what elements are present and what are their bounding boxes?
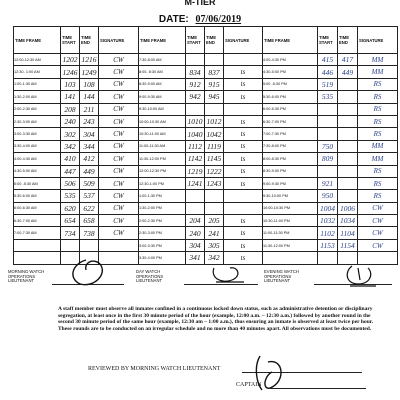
time-start-cell[interactable]: 341 <box>186 252 205 264</box>
time-start-cell[interactable]: 1040 <box>187 129 203 139</box>
signature-cell[interactable]: ts <box>224 115 263 127</box>
time-start-cell[interactable]: 1153 <box>318 239 338 251</box>
time-start-cell[interactable]: 208 <box>61 103 80 115</box>
time-start-cell[interactable]: 1246 <box>62 67 78 77</box>
time-start-cell[interactable]: 1004 <box>318 202 338 214</box>
time-start-cell[interactable]: 410 <box>61 153 80 165</box>
signature-cell[interactable]: CW <box>358 215 398 227</box>
time-start-cell[interactable]: 1219 <box>187 166 203 176</box>
signature-cell[interactable]: CW <box>99 128 139 140</box>
time-frame-cell: 10:30-11:00 PM <box>263 215 318 227</box>
signature-cell[interactable]: ts <box>224 165 263 177</box>
time-frame-cell: 11:00-11:30 PM <box>263 227 318 239</box>
time-start-cell[interactable]: 950 <box>318 190 338 202</box>
time-frame-cell: 6:30-7:00 AM <box>14 215 61 227</box>
time-start-cell[interactable]: 103 <box>61 78 80 90</box>
column-header: TIME FRAME <box>139 27 186 54</box>
time-end-cell[interactable]: 144 <box>80 91 99 103</box>
time-end-cell[interactable]: 622 <box>80 202 99 214</box>
time-frame-cell: 8:00-8:30 PM <box>263 153 318 165</box>
time-start-cell[interactable]: 1010 <box>187 117 203 127</box>
morning-lieutenant-box <box>2 258 132 290</box>
time-start-cell[interactable]: 734 <box>61 227 80 239</box>
time-end-cell[interactable]: 344 <box>80 140 99 152</box>
time-frame-cell: 7:30-8:00 PM <box>263 140 318 152</box>
column-header: TIME FRAME <box>263 27 318 54</box>
signature-cell[interactable]: CW <box>99 177 139 189</box>
table-row <box>14 54 398 66</box>
time-frame-cell: 7:00-7:30 PM <box>263 128 318 140</box>
signature-cell[interactable]: RS <box>358 190 398 202</box>
time-frame-cell: 5:00 -5:30 AM <box>14 177 61 189</box>
time-start-cell[interactable]: 141 <box>61 91 80 103</box>
signature-cell[interactable]: MM <box>358 140 398 152</box>
time-start-cell[interactable]: 506 <box>61 177 80 189</box>
signature-cell[interactable]: RS <box>358 165 398 177</box>
signature-cell[interactable]: CW <box>99 190 139 202</box>
table-row <box>14 140 398 152</box>
time-end-cell[interactable] <box>338 153 358 165</box>
column-header: SIGNATURE <box>99 27 139 54</box>
time-end-cell[interactable]: 243 <box>80 115 99 127</box>
table-row <box>14 215 398 227</box>
time-start-cell[interactable]: 1112 <box>186 140 205 152</box>
column-header: TIME END <box>338 27 358 54</box>
time-start-cell[interactable]: 535 <box>318 91 338 103</box>
time-end-cell[interactable]: 945 <box>205 91 224 103</box>
signature-cell[interactable]: CW <box>99 115 139 127</box>
time-frame-cell: 1:00-1:30 PM <box>139 190 186 202</box>
time-end-cell[interactable] <box>205 190 224 202</box>
time-frame-cell: 1:00-1:30 AM <box>14 78 61 90</box>
time-end-cell[interactable] <box>338 177 358 189</box>
time-end-cell[interactable] <box>338 115 358 127</box>
table-row <box>14 190 398 202</box>
time-end-cell[interactable] <box>205 202 224 214</box>
time-end-cell[interactable]: 915 <box>205 78 224 90</box>
time-frame-cell: 11:00-11:30 AM <box>139 140 186 152</box>
time-start-cell[interactable] <box>318 103 338 115</box>
signature-cell[interactable]: CW <box>99 103 139 115</box>
time-end-cell[interactable]: 837 <box>205 66 224 78</box>
column-header: TIME FRAME <box>14 27 61 54</box>
time-start-cell[interactable]: 240 <box>61 115 80 127</box>
signature-cell[interactable] <box>224 54 263 66</box>
time-frame-cell: 4:30-5:00 PM <box>263 66 318 78</box>
column-header: TIME START <box>318 27 338 54</box>
time-frame-cell: 8:30-9:00 AM <box>139 78 186 90</box>
captain-label: CAPTAIN <box>236 382 262 388</box>
time-end-cell[interactable]: 449 <box>80 165 99 177</box>
time-start-cell[interactable]: 240 <box>186 227 205 239</box>
time-frame-cell: 9:30-10:00 PM <box>263 190 318 202</box>
time-start-cell[interactable]: 1102 <box>318 227 338 239</box>
signature-cell[interactable]: ts <box>224 239 263 251</box>
date-label: DATE: <box>158 14 189 25</box>
time-end-cell[interactable]: 1034 <box>338 215 358 227</box>
lieutenant-signature-row <box>2 258 397 290</box>
time-frame-cell: 6:00-6:30 PM <box>263 103 318 115</box>
time-frame-cell: 5:00 -5:30 PM <box>263 78 318 90</box>
reviewed-by-label: REVIEWED BY MORNING WATCH LIEUTENANT <box>88 366 221 372</box>
time-end-cell[interactable]: 1222 <box>206 166 222 176</box>
time-start-cell[interactable]: 447 <box>61 165 80 177</box>
time-frame-cell: 1:30-2:00 PM <box>139 202 186 214</box>
form-title: M-TIER <box>184 0 216 7</box>
signature-cell[interactable]: ts <box>224 66 263 78</box>
time-start-cell[interactable]: 535 <box>61 190 80 202</box>
time-frame-cell: 7:30-8:00 AM <box>139 54 186 66</box>
time-start-cell[interactable]: 834 <box>186 66 205 78</box>
signature-cell[interactable]: CW <box>99 153 139 165</box>
time-end-cell[interactable] <box>338 128 358 140</box>
time-end-cell[interactable]: 537 <box>80 190 99 202</box>
time-start-cell[interactable] <box>186 103 205 115</box>
time-frame-cell: 2:30-3:00 PM <box>139 227 186 239</box>
time-end-cell[interactable] <box>80 239 99 251</box>
signature-cell[interactable]: ts <box>224 153 263 165</box>
time-start-cell[interactable]: 912 <box>186 78 205 90</box>
table-row <box>14 227 398 239</box>
time-start-cell[interactable]: 1202 <box>62 55 78 65</box>
signature-cell[interactable]: ts <box>224 91 263 103</box>
signature-cell[interactable]: CW <box>358 227 398 239</box>
time-frame-cell: 10:00-10:30 AM <box>139 115 186 127</box>
time-start-cell[interactable]: 1241 <box>187 179 203 189</box>
time-frame-cell: 2:00-2:30 AM <box>14 103 61 115</box>
time-start-cell[interactable]: 342 <box>61 140 80 152</box>
time-end-cell[interactable] <box>205 54 224 66</box>
time-frame-cell: 1:30-2:00 AM <box>14 91 61 103</box>
time-end-cell[interactable]: 1119 <box>205 140 224 152</box>
time-frame-cell: 8:30-9:00 PM <box>263 165 318 177</box>
day-lieutenant-label: DAY WATCH OPERATIONS LIEUTENANT <box>136 269 164 284</box>
table-row <box>14 78 398 90</box>
header-row <box>14 27 398 54</box>
table-row <box>14 128 398 140</box>
time-end-cell[interactable] <box>338 190 358 202</box>
time-start-cell[interactable] <box>318 115 338 127</box>
time-frame-cell: 12:30- 1:00 AM <box>14 66 61 78</box>
time-end-cell[interactable]: 412 <box>80 153 99 165</box>
column-header: TIME END <box>80 27 99 54</box>
time-end-cell[interactable] <box>338 165 358 177</box>
table-row <box>14 66 398 78</box>
table-row <box>14 103 398 115</box>
observation-notice: A staff member must observe all inmates confined in a continuous locked down status, such as administrative detention or disciplinary segregation, at least once in the first 30 minute period of the hour (example, 12:00 a.m. – 12:30 a.m.) followed by another round in the second 30 minute period of the same hour (example, 12:30 am – 1:00 a.m.), thus ensuring an inmate is observed at least twice per hour. These rounds are to be conducted on an irregular schedule and no more than 40 minutes apart. All observations must be documented. <box>58 306 374 332</box>
signature-cell[interactable]: RS <box>358 115 398 127</box>
time-frame-cell: 10:30-11:00 AM <box>139 128 186 140</box>
evening-lieutenant-label: EVENING WATCH OPERATIONS LIEUTENANT <box>264 269 299 284</box>
time-end-cell[interactable]: 1006 <box>338 202 358 214</box>
time-end-cell[interactable] <box>338 91 358 103</box>
column-header: TIME END <box>205 27 224 54</box>
time-start-cell[interactable]: 415 <box>318 54 338 66</box>
time-end-cell[interactable] <box>205 103 224 115</box>
time-end-cell[interactable]: 417 <box>338 54 358 66</box>
time-end-cell[interactable]: 241 <box>205 227 224 239</box>
date-value: 07/06/2019 <box>195 14 242 25</box>
time-start-cell[interactable]: 1032 <box>318 215 338 227</box>
time-start-cell[interactable]: 620 <box>61 202 80 214</box>
time-end-cell[interactable]: 449 <box>338 66 358 78</box>
time-start-cell[interactable]: 204 <box>186 215 205 227</box>
time-frame-cell: 9:00-9:30 PM <box>263 177 318 189</box>
time-frame-cell: 4:30-5:00 AM <box>14 165 61 177</box>
table-row <box>14 165 398 177</box>
time-end-cell[interactable]: 1249 <box>81 67 97 77</box>
signature-cell[interactable] <box>224 202 263 214</box>
signature-cell[interactable]: CW <box>99 202 139 214</box>
time-start-cell[interactable]: 302 <box>61 128 80 140</box>
table-row <box>14 239 398 251</box>
time-end-cell[interactable]: 305 <box>205 239 224 251</box>
table-row <box>14 153 398 165</box>
time-frame-cell: 12:30-1:00 PM <box>139 177 186 189</box>
signature-cell[interactable]: RS <box>358 177 398 189</box>
signature-cell[interactable]: CW <box>99 66 139 78</box>
signature-cell[interactable]: ts <box>224 177 263 189</box>
signature-cell[interactable]: MM <box>358 54 398 66</box>
column-header: TIME START <box>186 27 205 54</box>
time-start-cell[interactable]: 1142 <box>186 153 205 165</box>
time-start-cell[interactable]: 942 <box>186 91 205 103</box>
table-row <box>14 177 398 189</box>
time-frame-cell: 5:30-6:00 PM <box>263 91 318 103</box>
signature-cell[interactable]: ts <box>224 140 263 152</box>
time-frame-cell: 11:30-12:00 PM <box>263 239 318 251</box>
signature-cell[interactable]: RS <box>358 103 398 115</box>
signature-cell[interactable]: CW <box>358 239 398 251</box>
time-frame-cell: 2:30-3:00 AM <box>14 115 61 127</box>
table-row <box>14 115 398 127</box>
table-row <box>14 202 398 214</box>
time-end-cell[interactable] <box>338 78 358 90</box>
time-frame-cell: 12:00-12:30 PM <box>139 165 186 177</box>
time-frame-cell: 2:00-2:30 PM <box>139 215 186 227</box>
day-lieutenant-box <box>136 258 266 290</box>
evening-lieutenant-signature <box>342 262 386 288</box>
time-start-cell[interactable] <box>318 128 338 140</box>
time-start-cell[interactable]: 519 <box>318 78 338 90</box>
day-lieutenant-signature <box>208 260 252 286</box>
table-row <box>14 91 398 103</box>
time-frame-cell: 9:00-9:30 AM <box>139 91 186 103</box>
time-frame-cell: 4:00-4:30 AM <box>14 153 61 165</box>
evening-lieutenant-box <box>264 258 397 290</box>
time-end-cell[interactable] <box>338 140 358 152</box>
signature-cell[interactable]: ts <box>224 78 263 90</box>
signature-cell[interactable]: CW <box>99 91 139 103</box>
signature-cell[interactable]: CW <box>99 140 139 152</box>
signature-cell[interactable]: RS <box>358 91 398 103</box>
signature-cell[interactable]: RS <box>358 78 398 90</box>
watch-log-table <box>13 26 398 265</box>
column-header: SIGNATURE <box>224 27 263 54</box>
time-start-cell[interactable] <box>186 54 205 66</box>
morning-lieutenant-signature <box>64 256 114 288</box>
signature-cell[interactable]: CW <box>358 202 398 214</box>
signature-cell[interactable]: MM <box>358 66 398 78</box>
signature-cell[interactable]: ts <box>224 227 263 239</box>
time-end-cell[interactable]: 211 <box>80 103 99 115</box>
time-end-cell[interactable] <box>338 103 358 115</box>
time-frame-cell: 6:30-7:00 PM <box>263 115 318 127</box>
signature-cell[interactable]: CW <box>99 227 139 239</box>
time-frame-cell: 10:00-10:30 PM <box>263 202 318 214</box>
time-frame-cell: 3:30-4:00 PM <box>139 252 186 264</box>
morning-lieutenant-label: MORNING WATCH OPERATIONS LIEUTENANT <box>8 269 45 284</box>
time-frame-cell: 4:00-4:30 PM <box>263 54 318 66</box>
time-frame-cell: 3:30-4:00 AM <box>14 140 61 152</box>
time-start-cell[interactable]: 750 <box>318 140 338 152</box>
time-frame-cell: 12:00-12:30 AM <box>14 54 61 66</box>
signature-cell[interactable]: CW <box>99 165 139 177</box>
time-end-cell[interactable]: 1243 <box>206 179 222 189</box>
signature-cell[interactable] <box>224 103 263 115</box>
signature-cell[interactable]: ts <box>224 215 263 227</box>
time-frame-cell: 6:00-6:30 AM <box>14 202 61 214</box>
time-end-cell[interactable]: 342 <box>205 252 224 264</box>
time-end-cell[interactable]: 1145 <box>205 153 224 165</box>
time-end-cell[interactable]: 1154 <box>338 239 358 251</box>
time-start-cell[interactable] <box>61 239 80 251</box>
time-start-cell[interactable]: 304 <box>186 239 205 251</box>
signature-cell[interactable]: ts <box>224 252 263 264</box>
signature-cell[interactable]: ts <box>224 128 263 140</box>
date-line <box>0 14 400 25</box>
time-frame-cell <box>14 239 61 251</box>
time-end-cell[interactable]: 658 <box>80 215 99 227</box>
time-end-cell[interactable]: 1042 <box>206 129 222 139</box>
time-end-cell[interactable]: 1104 <box>338 227 358 239</box>
signature-cell[interactable]: CW <box>99 78 139 90</box>
time-end-cell[interactable]: 509 <box>80 177 99 189</box>
time-start-cell[interactable] <box>186 190 205 202</box>
time-frame-cell: 3:00-3:30 AM <box>14 128 61 140</box>
column-header: TIME START <box>61 27 80 54</box>
time-end-cell[interactable]: 1012 <box>206 117 222 127</box>
time-end-cell[interactable]: 108 <box>80 78 99 90</box>
signature-cell[interactable]: MM <box>358 153 398 165</box>
column-header: SIGNATURE <box>358 27 398 54</box>
time-start-cell[interactable]: 921 <box>318 177 338 189</box>
time-start-cell[interactable] <box>318 165 338 177</box>
time-start-cell[interactable]: 446 <box>318 66 338 78</box>
time-end-cell[interactable]: 304 <box>80 128 99 140</box>
time-start-cell[interactable] <box>186 202 205 214</box>
time-frame-cell: 7:00-7:30 AM <box>14 227 61 239</box>
signature-cell[interactable]: CW <box>99 54 139 66</box>
signature-cell[interactable] <box>224 190 263 202</box>
signature-cell[interactable] <box>99 239 139 251</box>
time-frame-cell: 8:00- 8:30 AM <box>139 66 186 78</box>
time-end-cell[interactable]: 1216 <box>81 55 97 65</box>
time-frame-cell: 11:30-12:00 PM <box>139 153 186 165</box>
time-start-cell[interactable]: 809 <box>318 153 338 165</box>
time-start-cell[interactable]: 654 <box>61 215 80 227</box>
time-frame-cell: 3:00-3:30 PM <box>139 239 186 251</box>
time-frame-cell: 5:30-6:00 AM <box>14 190 61 202</box>
captain-signature-line <box>268 388 366 389</box>
signature-cell[interactable]: RS <box>358 128 398 140</box>
signature-cell[interactable]: CW <box>99 215 139 227</box>
time-frame-cell: 9:30-10:00 AM <box>139 103 186 115</box>
time-end-cell[interactable]: 738 <box>80 227 99 239</box>
time-end-cell[interactable]: 205 <box>205 215 224 227</box>
